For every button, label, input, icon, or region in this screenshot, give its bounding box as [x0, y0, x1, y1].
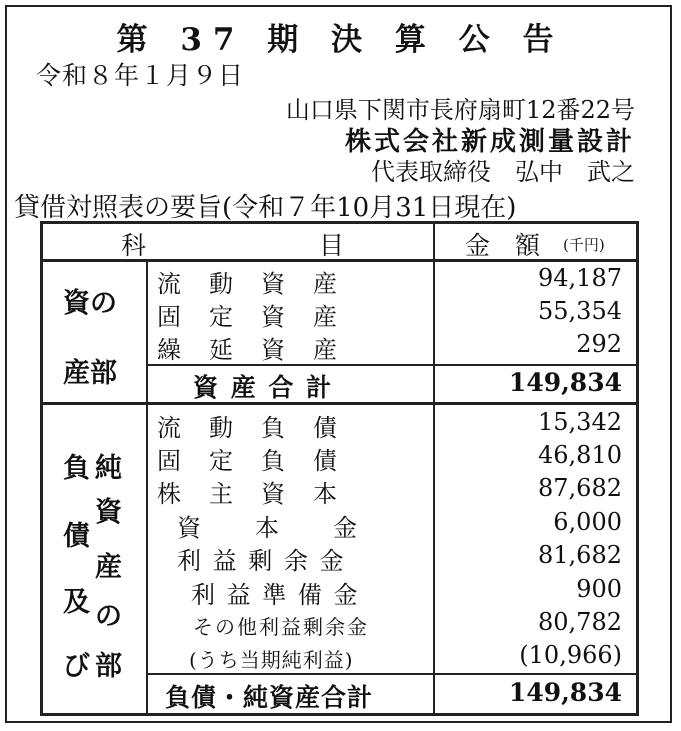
asset-row-value: 94,187 — [538, 264, 622, 292]
equity-side-label: 資 — [95, 497, 122, 528]
liab-row-label: 流 動 負 債 — [157, 414, 339, 442]
header-kamoku-2: 目 — [319, 231, 345, 260]
liab-row-value: 81,682 — [538, 541, 622, 569]
equity-side-label: 部 — [95, 651, 122, 682]
liab-row-label: 固 定 負 債 — [157, 447, 339, 475]
liab-side-label: 債 — [63, 521, 90, 552]
header-kamoku-1: 科 — [121, 231, 147, 260]
asset-total-value: 149,834 — [508, 368, 622, 397]
liab-side-label: び — [63, 651, 90, 682]
liab-row-value: (10,966) — [519, 641, 622, 669]
header-kingaku: 金 額 — [465, 231, 541, 260]
asset-total-label: 資 産 合 計 — [193, 373, 334, 402]
equity-side-label: の — [95, 601, 122, 632]
liab-row-value: 900 — [576, 575, 622, 603]
liab-total-label: 負債・純資産合計 — [165, 683, 374, 712]
liab-row-value: 87,682 — [538, 474, 622, 502]
asset-row-label: 固 定 資 産 — [157, 303, 339, 331]
liab-row-value: 6,000 — [553, 508, 622, 536]
liab-row-label: (うち当期純利益) — [189, 648, 354, 672]
side-column-divider — [146, 261, 148, 713]
value-column-divider — [433, 224, 435, 713]
representative: 代表取締役 弘中 武之 — [371, 158, 635, 186]
notice-title: 第 37 期 決 算 公 告 — [116, 22, 565, 58]
liab-row-label: 利 益 準 備 金 — [191, 581, 360, 609]
company-name: 株式会社新成測量設計 — [344, 127, 635, 157]
liab-row-value: 80,782 — [538, 608, 622, 636]
liab-row-value: 46,810 — [538, 441, 622, 469]
equity-side-label: 純 — [95, 453, 122, 484]
asset-row-label: 繰 延 資 産 — [157, 336, 339, 364]
company-address: 山口県下関市長府扇町12番22号 — [285, 96, 635, 124]
liab-row-label: その他利益剰余金 — [193, 615, 369, 639]
asset-row-value: 292 — [576, 330, 622, 358]
liab-total-line — [146, 673, 636, 675]
notice-date: 令和８年１月９日 — [36, 61, 245, 90]
liab-row-label: 利 益 剰 余 金 — [177, 547, 346, 575]
assets-side-label-2: 産部 — [63, 358, 117, 389]
asset-row-label: 流 動 資 産 — [157, 270, 339, 298]
liab-side-label: 負 — [63, 453, 90, 484]
liab-row-label: 資 本 金 — [177, 514, 359, 542]
header-unit: (千円) — [563, 236, 605, 254]
liab-row-value: 15,342 — [538, 408, 622, 436]
assets-side-label-1: 資の — [63, 288, 117, 319]
liab-row-label: 株 主 資 本 — [157, 480, 339, 508]
liab-total-value: 149,834 — [508, 678, 622, 707]
equity-side-label: 産 — [95, 552, 122, 583]
liab-side-label: 及 — [63, 587, 90, 618]
asset-row-value: 55,354 — [538, 297, 622, 325]
section-divider — [43, 402, 636, 405]
balance-sheet-heading: 貸借対照表の要旨(令和７年10月31日現在) — [14, 193, 517, 223]
balance-sheet-table — [40, 221, 639, 716]
